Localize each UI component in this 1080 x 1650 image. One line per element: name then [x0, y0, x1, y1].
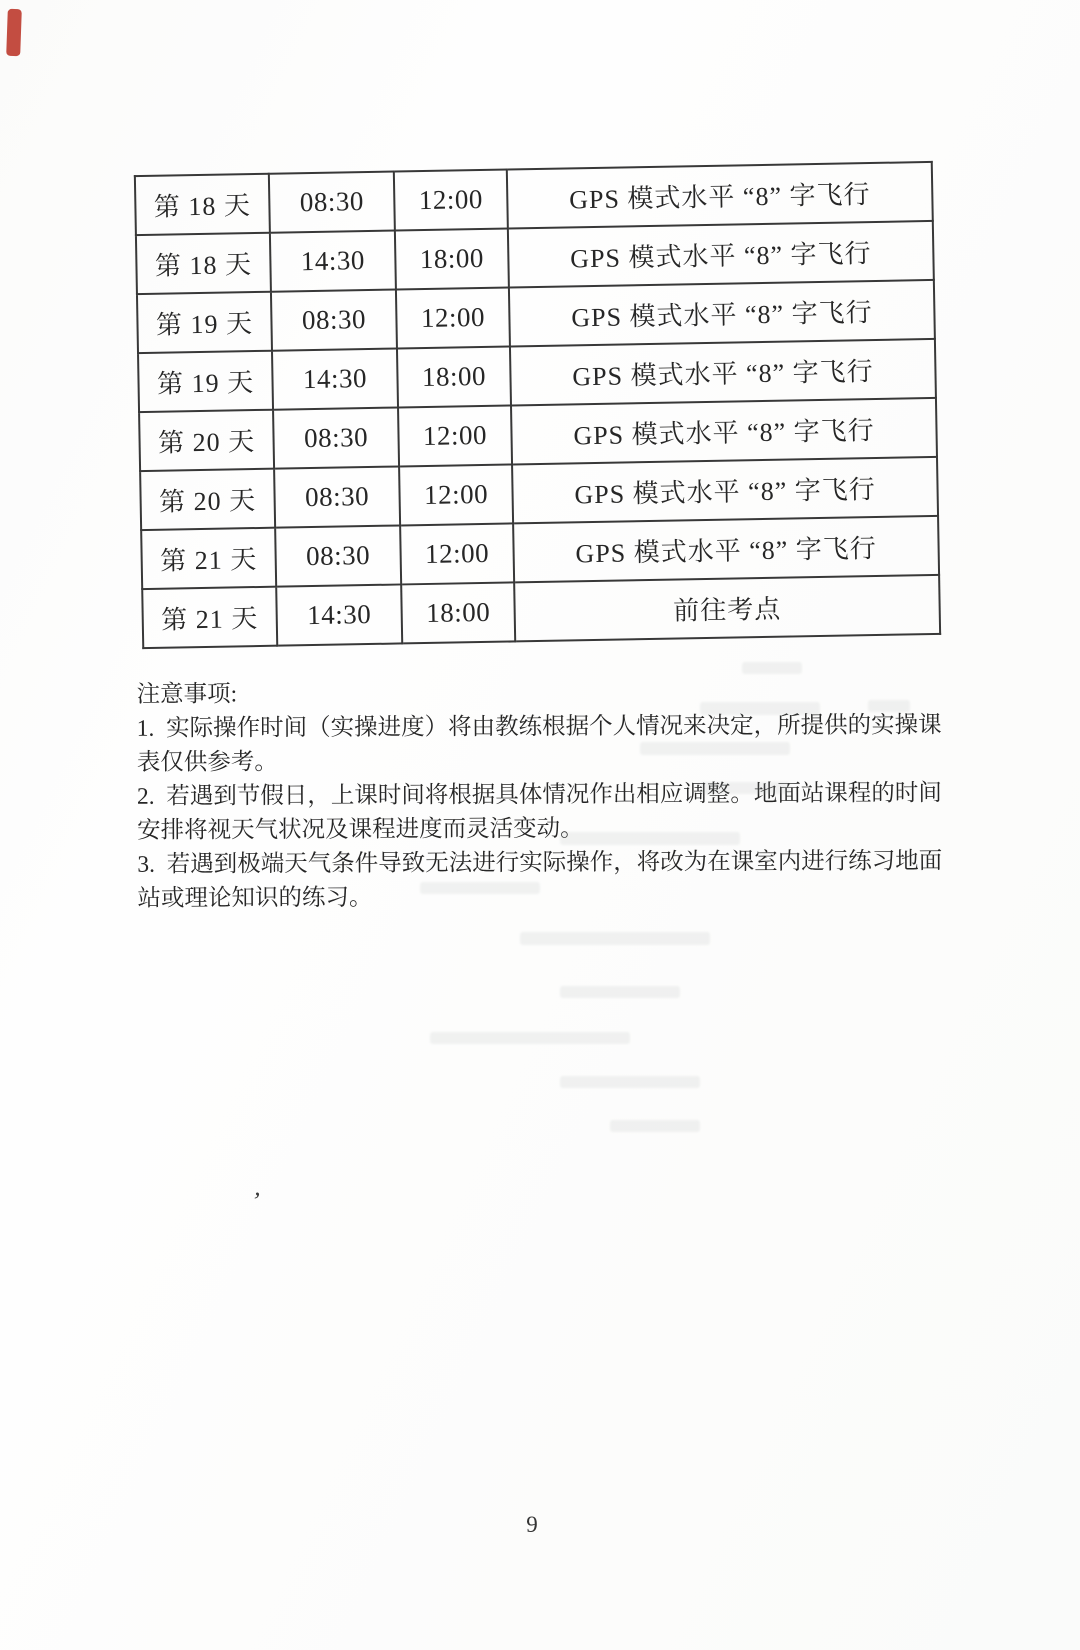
notes-section	[136, 674, 955, 916]
start-time-cell: 08:30	[275, 525, 401, 586]
start-time-cell: 08:30	[269, 172, 395, 233]
day-cell: 第 20 天	[140, 469, 275, 530]
day-cell: 第 21 天	[141, 528, 276, 589]
day-cell: 第 21 天	[142, 587, 277, 648]
activity-cell: GPS 模式水平 “8” 字飞行	[513, 516, 939, 583]
start-time-cell: 14:30	[272, 348, 398, 409]
activity-cell: GPS 模式水平 “8” 字飞行	[507, 162, 933, 229]
end-time-cell: 18:00	[401, 582, 515, 643]
stray-pen-mark: ’	[250, 1187, 263, 1216]
page-number: 9	[526, 1512, 538, 1537]
day-cell: 第 19 天	[138, 351, 273, 412]
day-cell: 第 18 天	[136, 233, 271, 294]
training-schedule-table	[134, 161, 941, 649]
note-item-3: 3. 若遇到极端天气条件导致无法进行实际操作，将改为在课室内进行练习地面站或理论知识的练习。	[137, 848, 943, 912]
red-pen-mark	[6, 9, 22, 56]
end-time-cell: 12:00	[394, 170, 508, 231]
start-time-cell: 14:30	[276, 584, 402, 645]
start-time-cell: 08:30	[271, 290, 397, 351]
end-time-cell: 12:00	[400, 523, 514, 584]
activity-cell: GPS 模式水平 “8” 字飞行	[511, 398, 937, 465]
day-cell: 第 19 天	[137, 292, 272, 353]
activity-cell: GPS 模式水平 “8” 字飞行	[510, 339, 936, 406]
activity-cell: GPS 模式水平 “8” 字飞行	[509, 280, 935, 347]
start-time-cell: 08:30	[274, 466, 400, 527]
start-time-cell: 08:30	[273, 407, 399, 468]
end-time-cell: 18:00	[395, 228, 509, 289]
notes-title: 注意事项:	[136, 681, 238, 708]
note-item-2: 2. 若遇到节假日，上课时间将根据具体情况作出相应调整。地面站课程的时间安排将视天气状况及课程进度而灵活变动。	[136, 780, 942, 844]
note-item-1: 1. 实际操作时间（实操进度）将由教练根据个人情况来决定，所提供的实操课表仅供参考。	[136, 712, 942, 776]
start-time-cell: 14:30	[270, 231, 396, 292]
end-time-cell: 12:00	[398, 405, 512, 466]
activity-cell: 前往考点	[514, 575, 940, 642]
end-time-cell: 18:00	[397, 346, 511, 407]
day-cell: 第 18 天	[135, 174, 270, 235]
activity-cell: GPS 模式水平 “8” 字飞行	[512, 457, 938, 524]
day-cell: 第 20 天	[139, 410, 274, 471]
activity-cell: GPS 模式水平 “8” 字飞行	[508, 221, 934, 288]
end-time-cell: 12:00	[396, 287, 510, 348]
end-time-cell: 12:00	[399, 464, 513, 525]
